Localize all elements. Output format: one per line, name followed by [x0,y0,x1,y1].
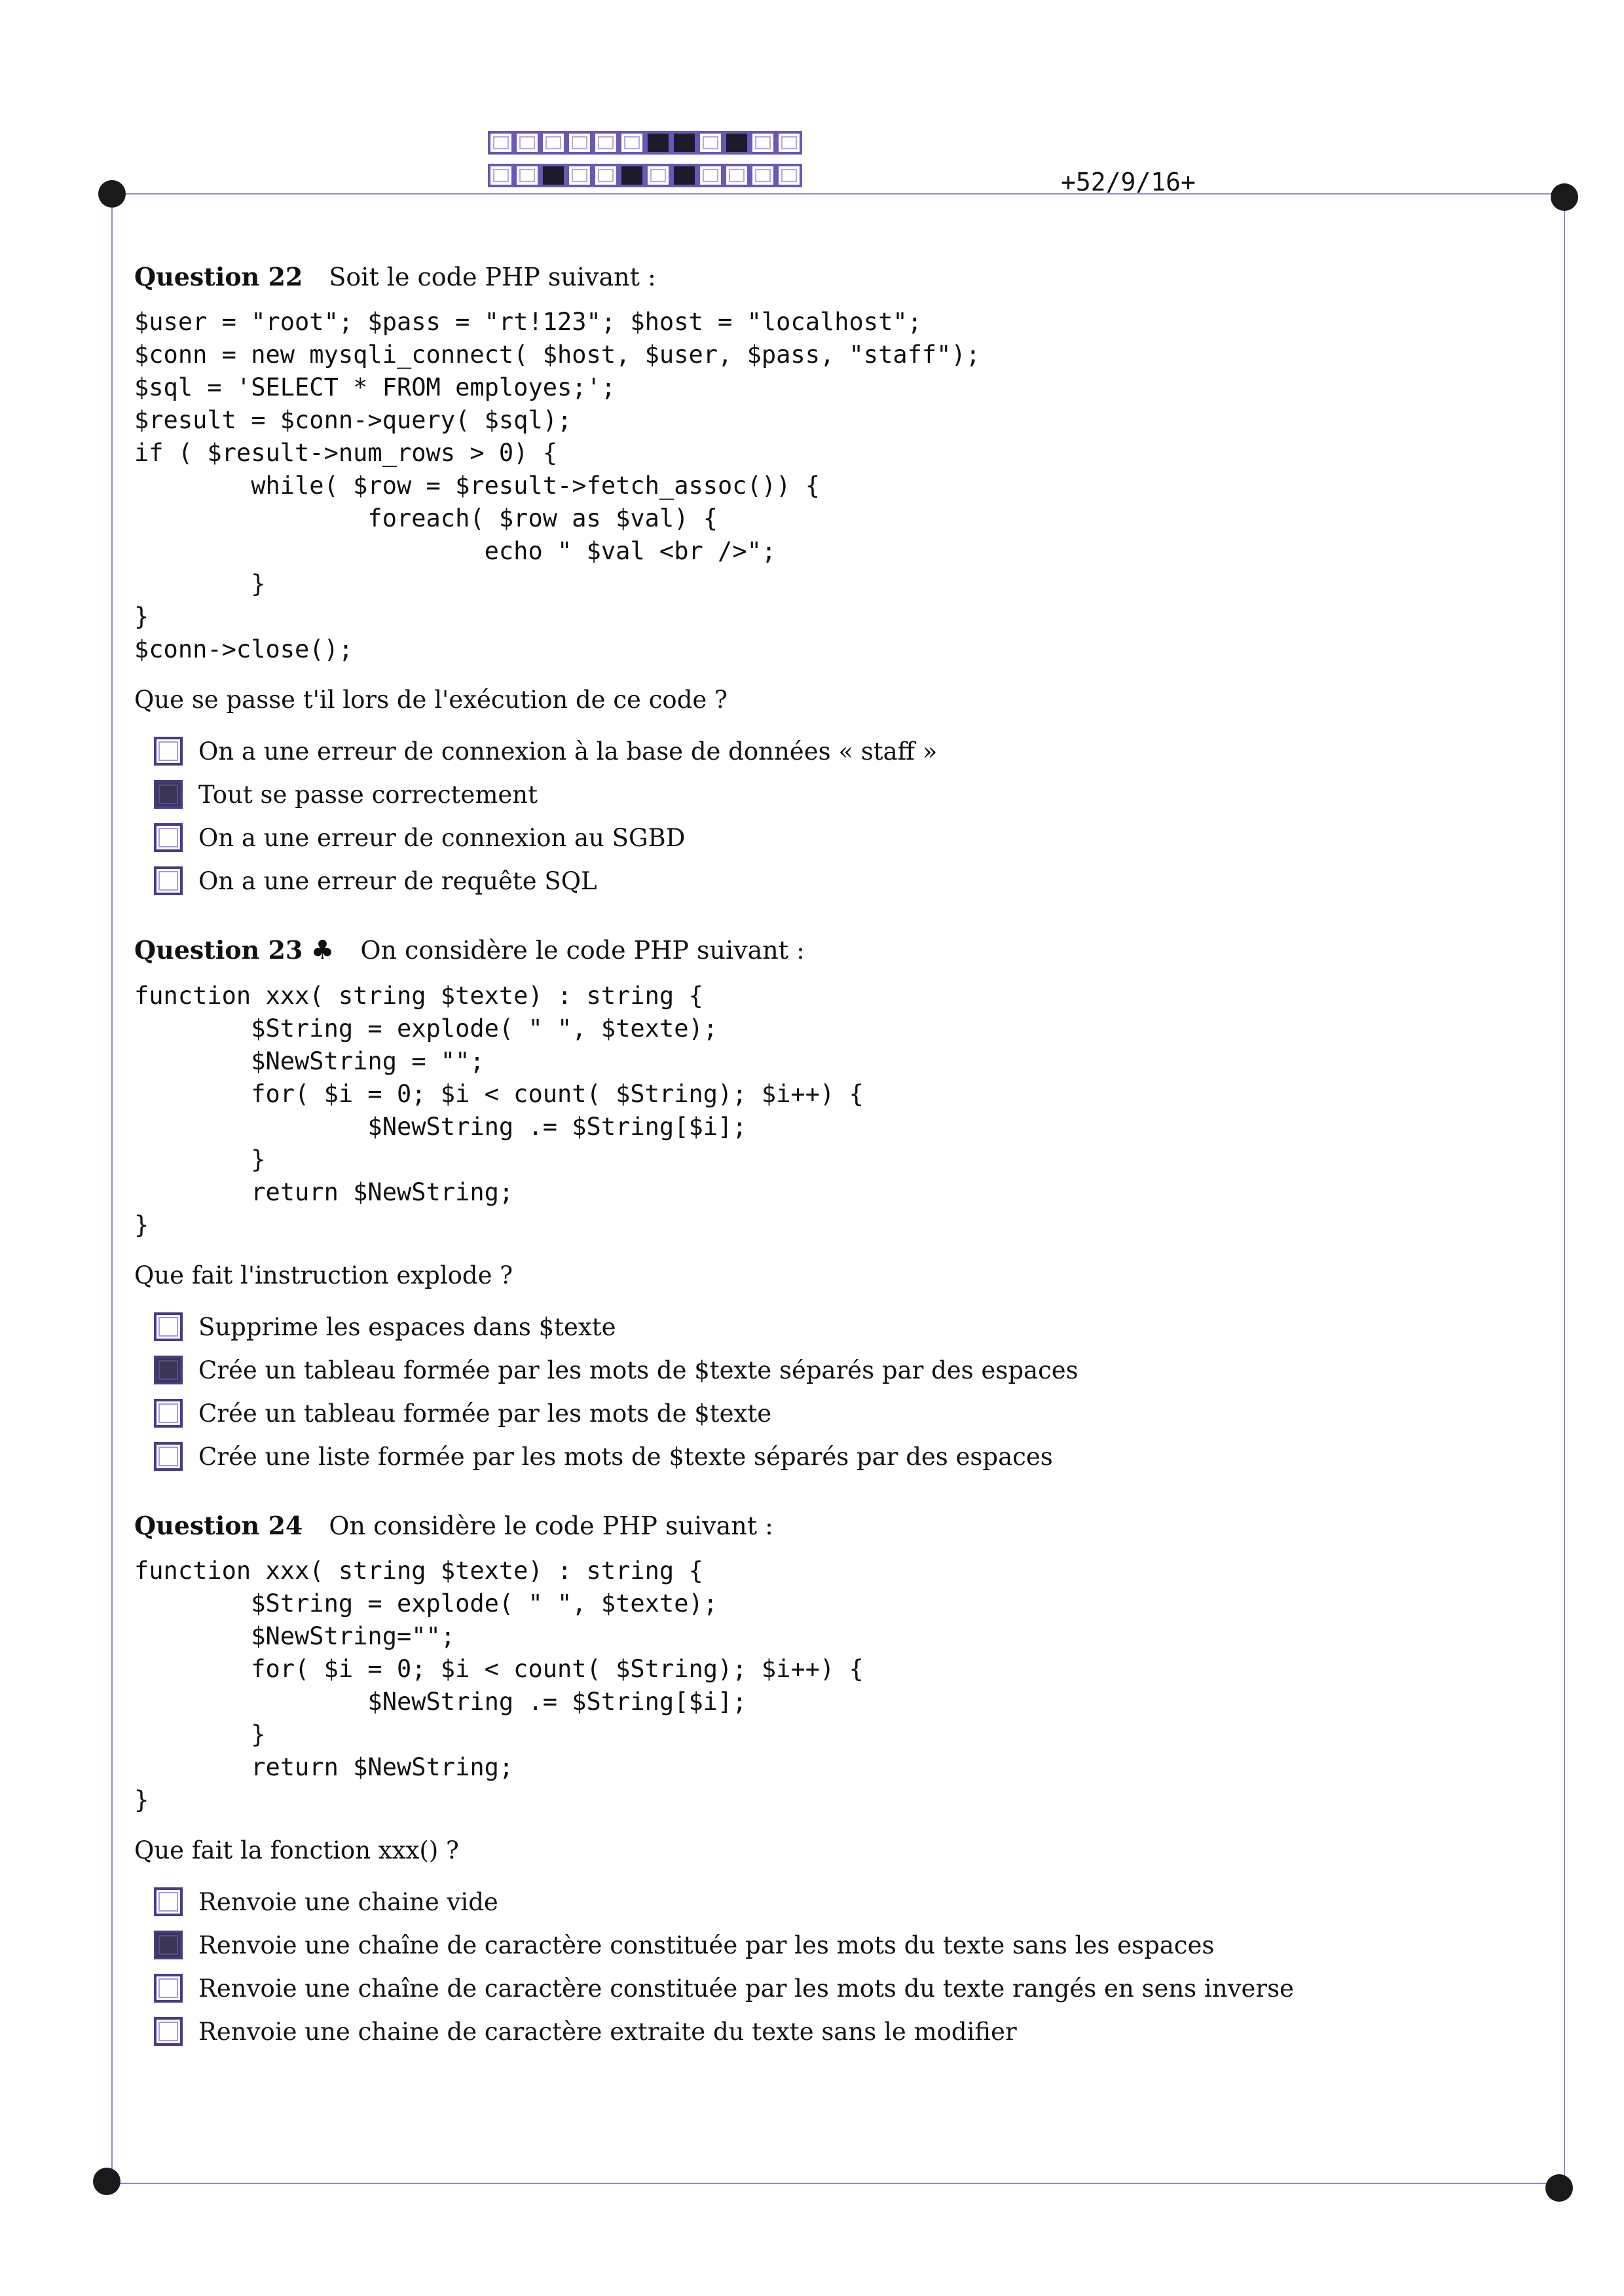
corner-mark-bottom-left [93,2168,120,2195]
answer-label: Crée une liste formée par les mots de $texte séparés par des espaces [198,1442,1053,1471]
answer-option[interactable] [134,1392,1542,1435]
answer-label: Crée un tableau formée par les mots de $texte [198,1399,772,1428]
page-code: +52/9/16+ [1061,168,1196,196]
question-title-line [134,935,1542,965]
question-prompt: Que se passe t'il lors de l'exécution de ce code ? [134,686,728,714]
checkbox[interactable] [154,866,183,895]
question-title-line [134,262,1542,291]
checkbox[interactable] [154,1399,183,1428]
answer-option[interactable] [134,1435,1542,1478]
binary-cell [671,164,697,187]
binary-cell [488,164,514,187]
question-block [134,262,1542,902]
checkbox-checked[interactable] [154,1931,183,1959]
checkbox[interactable] [154,737,183,766]
answer-option[interactable] [134,773,1542,816]
answer-option[interactable] [134,859,1542,902]
binary-cell [724,164,750,187]
question-block [134,1511,1542,2053]
corner-mark-top-left [98,180,126,208]
questions-container [134,262,1542,2086]
answer-label: On a une erreur de requête SQL [198,866,597,895]
checkbox[interactable] [154,1974,183,2003]
answer-option[interactable] [134,1967,1542,2010]
answer-option[interactable] [134,1305,1542,1348]
answer-option[interactable] [134,816,1542,859]
binary-cell [488,131,514,155]
answer-option[interactable] [134,2010,1542,2053]
question-intro: On considère le code PHP suivant : [329,1511,773,1540]
binary-cell [724,131,750,155]
binary-cell [593,131,619,155]
checkbox-checked[interactable] [154,780,183,809]
code-block: $user = "root"; $pass = "rt!123"; $host = "localhost"; $conn = new mysqli_connect( $host, $user, $pass, "staff"); $sql = 'SELECT * FROM employes;'; $result = $conn->query( $sql); if ( $result->num_rows > 0) { while( $row = $result->fetch_assoc()) { foreach( $row as $val) { echo " $val <br />"; } } $conn->close(); [134,308,981,663]
binary-cell [540,131,566,155]
answer-label: Renvoie une chaine vide [198,1887,498,1916]
answer-label: Supprime les espaces dans $texte [198,1312,616,1341]
binary-cell [776,131,802,155]
binary-cell [750,131,776,155]
answer-option[interactable] [134,1923,1542,1967]
checkbox[interactable] [154,823,183,852]
binary-cell [750,164,776,187]
question-number: Question 22 [134,262,303,291]
binary-cell [619,164,645,187]
binary-cell [776,164,802,187]
answer-label: On a une erreur de connexion au SGBD [198,823,686,852]
answer-label: Renvoie une chaîne de caractère constituée par les mots du texte rangés en sens inverse [198,1974,1294,2003]
checkbox[interactable] [154,1887,183,1916]
answer-label: Crée un tableau formée par les mots de $texte séparés par des espaces [198,1356,1079,1384]
corner-mark-bottom-right [1545,2174,1573,2202]
question-prompt: Que fait l'instruction explode ? [134,1261,513,1289]
checkbox[interactable] [154,1312,183,1341]
question-number: Question 23 [134,935,303,965]
question-number: Question 24 [134,1511,303,1540]
answer-option[interactable] [134,1348,1542,1392]
answer-label: Tout se passe correctement [198,780,538,809]
club-icon: ♣ [310,935,335,965]
binary-cell [619,131,645,155]
question-prompt: Que fait la fonction xxx() ? [134,1836,459,1864]
binary-cell [540,164,566,187]
binary-cell [566,164,593,187]
code-block: function xxx( string $texte) : string { $String = explode( " ", $texte); $NewString=""; for( $i = 0; $i < count( $String); $i++) { $NewString .= $String[$i]; } return $NewString; } [134,1557,864,1814]
question-title-line [134,1511,1542,1540]
binary-cell [566,131,593,155]
binary-cell [697,164,724,187]
binary-cell [671,131,697,155]
answer-label: Renvoie une chaîne de caractère constituée par les mots du texte sans les espaces [198,1931,1215,1959]
checkbox-checked[interactable] [154,1356,183,1384]
binary-code-row-1 [488,131,802,155]
binary-cell [593,164,619,187]
answer-label: Renvoie une chaine de caractère extraite du texte sans le modifier [198,2017,1017,2046]
answer-label: On a une erreur de connexion à la base de données « staff » [198,737,938,766]
binary-cell [645,131,671,155]
corner-mark-top-right [1551,183,1578,211]
question-block [134,935,1542,1478]
binary-cell [697,131,724,155]
checkbox[interactable] [154,2017,183,2046]
binary-code-row-2 [488,164,802,187]
binary-cell [645,164,671,187]
binary-cell [514,131,540,155]
answer-option[interactable] [134,730,1542,773]
question-intro: On considère le code PHP suivant : [360,936,805,965]
binary-cell [514,164,540,187]
question-intro: Soit le code PHP suivant : [329,263,656,291]
checkbox[interactable] [154,1442,183,1471]
answer-option[interactable] [134,1880,1542,1923]
code-block: function xxx( string $texte) : string { $String = explode( " ", $texte); $NewString = ""; for( $i = 0; $i < count( $String); $i++) { $NewString .= $String[$i]; } return $NewString; } [134,982,864,1239]
